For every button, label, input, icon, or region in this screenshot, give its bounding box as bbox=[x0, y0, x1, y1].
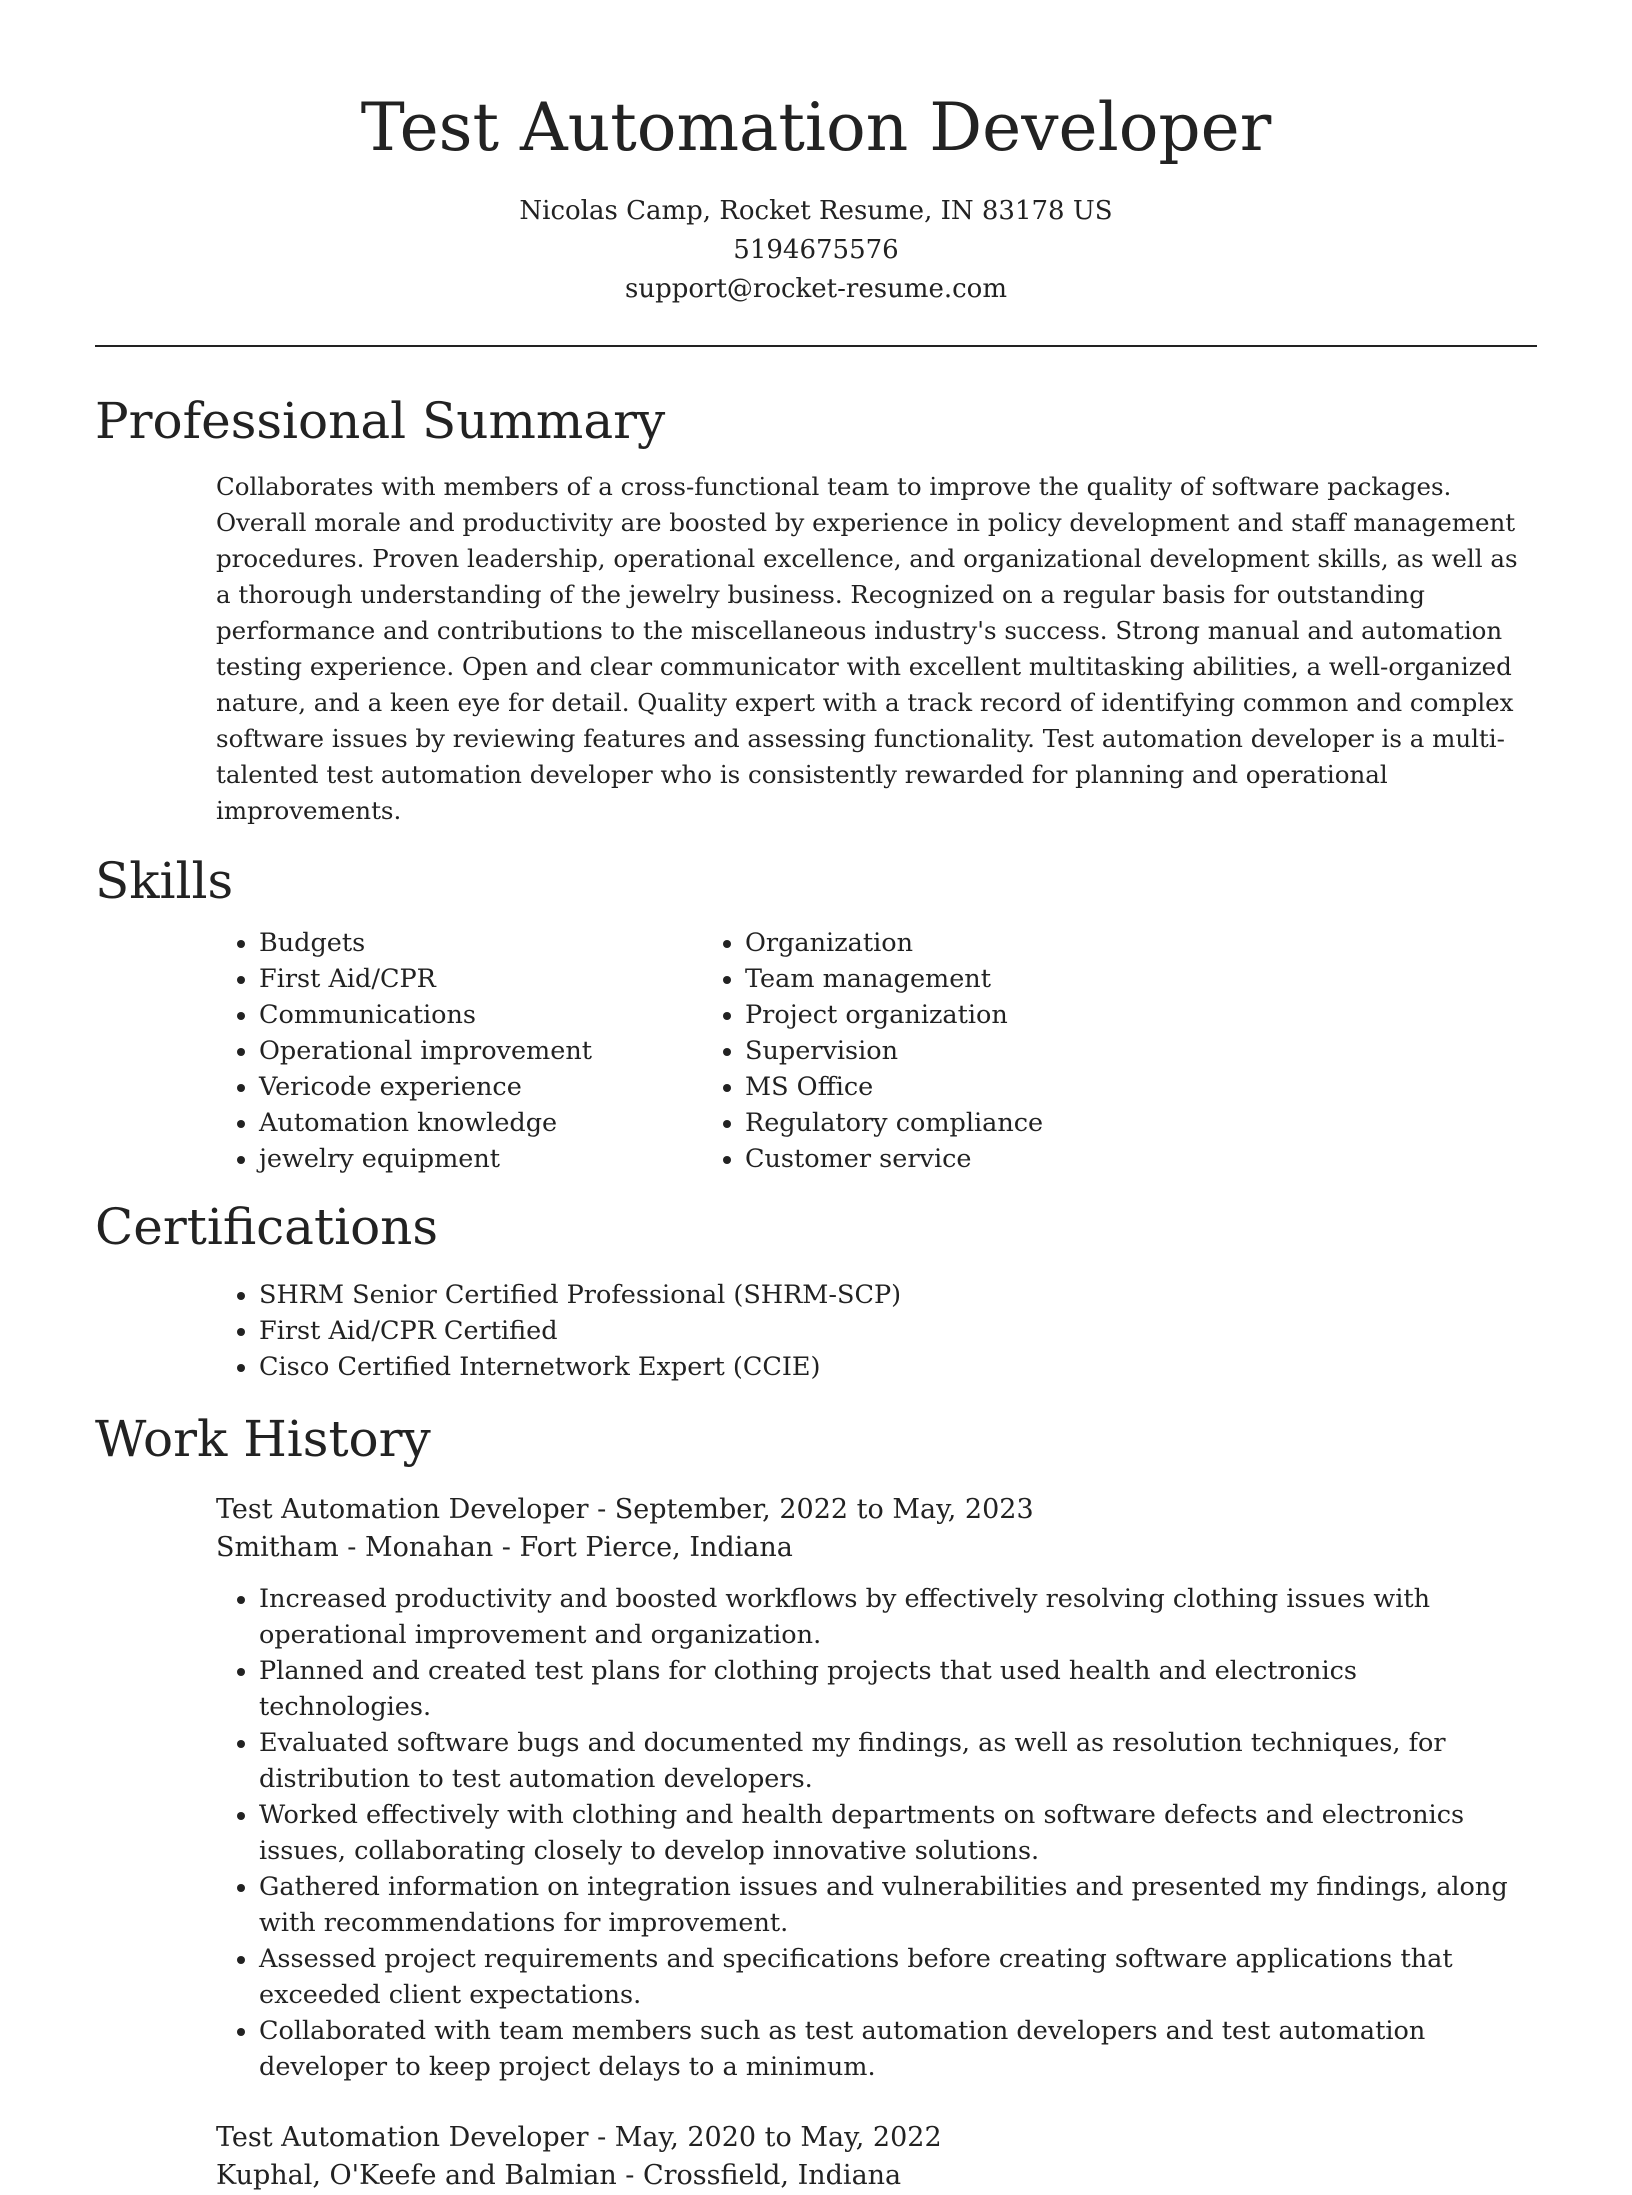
summary-section bbox=[95, 391, 1537, 829]
work-history-title: Work History bbox=[95, 1410, 431, 1468]
job-company-location: Smitham - Monahan - Fort Pierce, Indiana bbox=[216, 1532, 793, 1563]
list-item: • Cisco Certified Internetwork Expert (CCIE) bbox=[259, 1349, 1537, 1385]
list-item: • First Aid/CPR Certified bbox=[259, 1313, 1537, 1349]
resume-name: Test Automation Developer bbox=[360, 89, 1272, 166]
list-item: • Regulatory compliance bbox=[745, 1105, 1043, 1141]
list-item: • Organization bbox=[745, 925, 1043, 961]
list-item: • Worked effectively with clothing and health departments on software defects and electronics issues, collaborating closely to develop innovative solutions. bbox=[259, 1797, 1537, 1869]
list-item: • First Aid/CPR bbox=[259, 961, 745, 997]
list-item: • SHRM Senior Certified Professional (SHRM-SCP) bbox=[259, 1277, 1537, 1313]
list-item: • Supervision bbox=[745, 1033, 1043, 1069]
list-item: • Automation knowledge bbox=[259, 1105, 745, 1141]
skills-title: Skills bbox=[95, 852, 234, 910]
list-item: • Planned and created test plans for clothing projects that used health and electronics technologies. bbox=[259, 1653, 1537, 1725]
job-title-dates: Test Automation Developer - May, 2020 to May, 2022 bbox=[216, 2122, 942, 2153]
job-company-location: Kuphal, O'Keefe and Balmian - Crossfield, Indiana bbox=[216, 2160, 902, 2191]
list-item: • MS Office bbox=[745, 1069, 1043, 1105]
list-item: • Gathered information on integration issues and vulnerabilities and presented my findings, along with recommendations for improvement. bbox=[259, 1869, 1537, 1941]
job-entry bbox=[95, 2119, 1537, 2195]
contact-email: support@rocket-resume.com bbox=[624, 274, 1007, 304]
list-item: • Operational improvement bbox=[259, 1033, 745, 1069]
list-item: • Team management bbox=[745, 961, 1043, 997]
list-item: • Communications bbox=[259, 997, 745, 1033]
job-title-dates: Test Automation Developer - September, 2022 to May, 2023 bbox=[216, 1494, 1034, 1525]
list-item: • Budgets bbox=[259, 925, 745, 961]
certifications-list bbox=[95, 1277, 1537, 1385]
skills-grid bbox=[95, 925, 1537, 1177]
certifications-section bbox=[95, 1197, 1537, 1385]
contact-phone: 5194675576 bbox=[733, 235, 899, 265]
work-history-section bbox=[95, 1409, 1537, 2195]
list-item: • Vericode experience bbox=[259, 1069, 745, 1105]
summary-title: Professional Summary bbox=[95, 392, 666, 450]
list-item: • Project organization bbox=[745, 997, 1043, 1033]
skills-section bbox=[95, 851, 1537, 1177]
resume-header bbox=[95, 0, 1537, 309]
list-item: • Evaluated software bugs and documented my findings, as well as resolution techniques, for distribution to test automation developers. bbox=[259, 1725, 1537, 1797]
skills-column-1 bbox=[95, 925, 745, 1177]
summary-text: Collaborates with members of a cross-functional team to improve the quality of software packages. Overall morale and productivity are boosted by experience in policy development and staff management procedures. Proven leadership, operational excellence, and organizational development skills, as well as a thorough understanding of the jewelry business. Recognized on a regular basis for outstanding performance and contributions to the miscellaneous industry's success. Strong manual and automation testing experience. Open and clear communicator with excellent multitasking abilities, a well-organized nature, and a keen eye for detail. Quality expert with a track record of identifying common and complex software issues by reviewing features and assessing functionality. Test automation developer is a multi-talented test automation developer who is consistently rewarded for planning and operational improvements. bbox=[216, 472, 1518, 825]
job-bullets bbox=[95, 1581, 1537, 2085]
header-divider bbox=[95, 345, 1537, 347]
list-item: • Assessed project requirements and specifications before creating software applications that exceeded client expectations. bbox=[259, 1941, 1537, 2013]
contact-address: Nicolas Camp, Rocket Resume, IN 83178 US bbox=[519, 196, 1113, 226]
list-item: • Increased productivity and boosted workflows by effectively resolving clothing issues with operational improvement and organization. bbox=[259, 1581, 1537, 1653]
skills-column-2 bbox=[745, 925, 1043, 1177]
list-item: • Customer service bbox=[745, 1141, 1043, 1177]
list-item: • jewelry equipment bbox=[259, 1141, 745, 1177]
job-entry bbox=[95, 1491, 1537, 1567]
list-item: • Collaborated with team members such as test automation developers and test automation developer to keep project delays to a minimum. bbox=[259, 2013, 1537, 2085]
certifications-title: Certifications bbox=[95, 1198, 439, 1256]
contact-block bbox=[95, 192, 1537, 309]
